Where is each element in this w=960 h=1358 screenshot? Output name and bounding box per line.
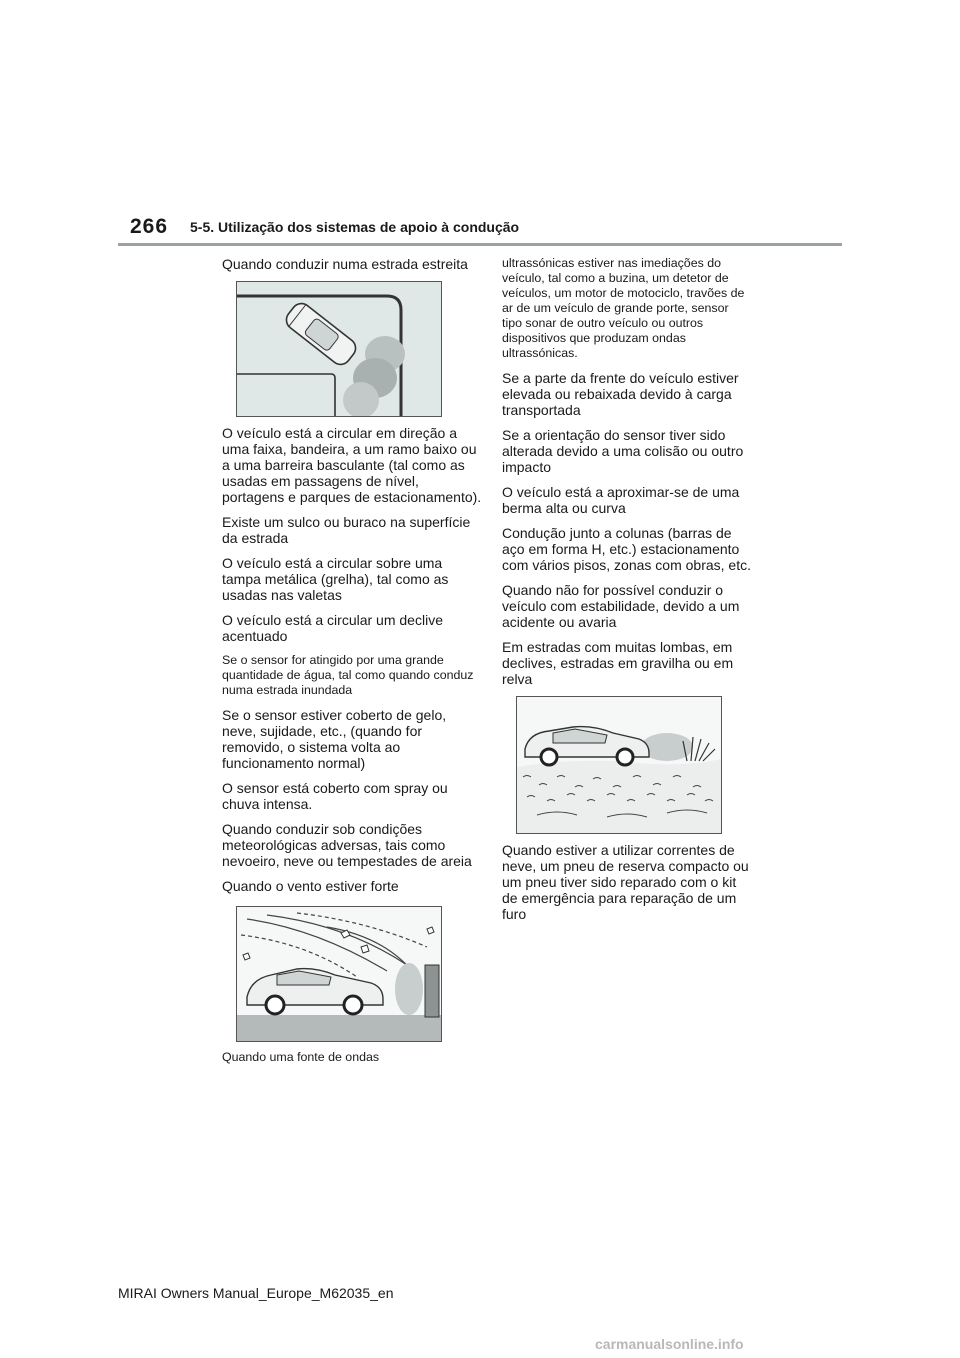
paragraph-sensor-covered: Se o sensor estiver coberto de gelo, neve, sujidade, etc., (quando for removido, o sistema volta ao funcionamento normal) (222, 707, 447, 771)
paragraph-water-sensor: Se o sensor for atingido por uma grande quantidade de água, tal como quando conduz numa estrada inundada (222, 653, 474, 697)
paragraph-road-hole: Existe um sulco ou buraco na superfície da estrada (222, 514, 471, 546)
paragraph-narrow-road: Quando conduzir numa estrada estreita (222, 256, 468, 272)
paragraph-bad-weather: Quando conduzir sob condições meteorológicas adversas, tais como nevoeiro, neve ou tempestades de areia (222, 821, 472, 869)
watermark: carmanualsonline.info (595, 1336, 744, 1352)
strong-wind-illustration (236, 906, 442, 1042)
paragraph-front-load: Se a parte da frente do veículo estiver elevada ou rebaixada devido à carga transportada (502, 370, 739, 418)
header-divider (118, 243, 842, 246)
paragraph-strong-wind: Quando o vento estiver forte (222, 878, 399, 894)
right-column (502, 256, 752, 931)
paragraph-snow-chains: Quando estiver a utilizar correntes de neve, um pneu de reserva compacto ou um pneu tiver sido reparado com o kit de emergência para reparação de um furo (502, 842, 749, 922)
footer-manual-id: MIRAI Owners Manual_Europe_M62035_en (118, 1285, 394, 1301)
paragraph-ultrasonic-continued: ultrassónicas estiver nas imediações do veículo, tal como a buzina, um detetor de veículos, um motor de motociclo, travões de ar de um veículo de grande porte, sensor tipo sonar de outro veículo ou outros dispositivos que produzam ondas ultrassónicas. (502, 256, 745, 360)
narrow-road-illustration (236, 281, 442, 417)
paragraph-steep-slope: O veículo está a circular um declive acentuado (222, 612, 443, 644)
section-title: 5-5. Utilização dos sistemas de apoio à condução (190, 219, 520, 235)
paragraph-metal-grate: O veículo está a circular sobre uma tampa metálica (grelha), tal como as usadas nas valetas (222, 555, 449, 603)
left-column (222, 256, 484, 1074)
page-number: 266 (130, 215, 169, 238)
paragraph-ultrasonic-source: Quando uma fonte de ondas (222, 1050, 380, 1064)
paragraph-bumpy-roads: Em estradas com muitas lombas, em declives, estradas em gravilha ou em relva (502, 639, 734, 687)
paragraph-spray-rain: O sensor está coberto com spray ou chuva intensa. (222, 780, 448, 812)
paragraph-unstable: Quando não for possível conduzir o veículo com estabilidade, devido a um acidente ou avaria (502, 582, 740, 630)
rough-terrain-illustration (516, 696, 722, 834)
paragraph-high-curb: O veículo está a aproximar-se de uma berma alta ou curva (502, 484, 740, 516)
paragraph-sensor-orientation: Se a orientação do sensor tiver sido alterada devido a uma colisão ou outro impacto (502, 427, 744, 475)
paragraph-columns: Condução junto a colunas (barras de aço em forma H, etc.) estacionamento com vários pisos, zonas com obras, etc. (502, 525, 751, 573)
paragraph-barrier: O veículo está a circular em direção a uma faixa, bandeira, a um ramo baixo ou a uma barreira basculante (tal como as usadas em passagens de nível, portagens e parques de estacionamento). (222, 425, 482, 505)
